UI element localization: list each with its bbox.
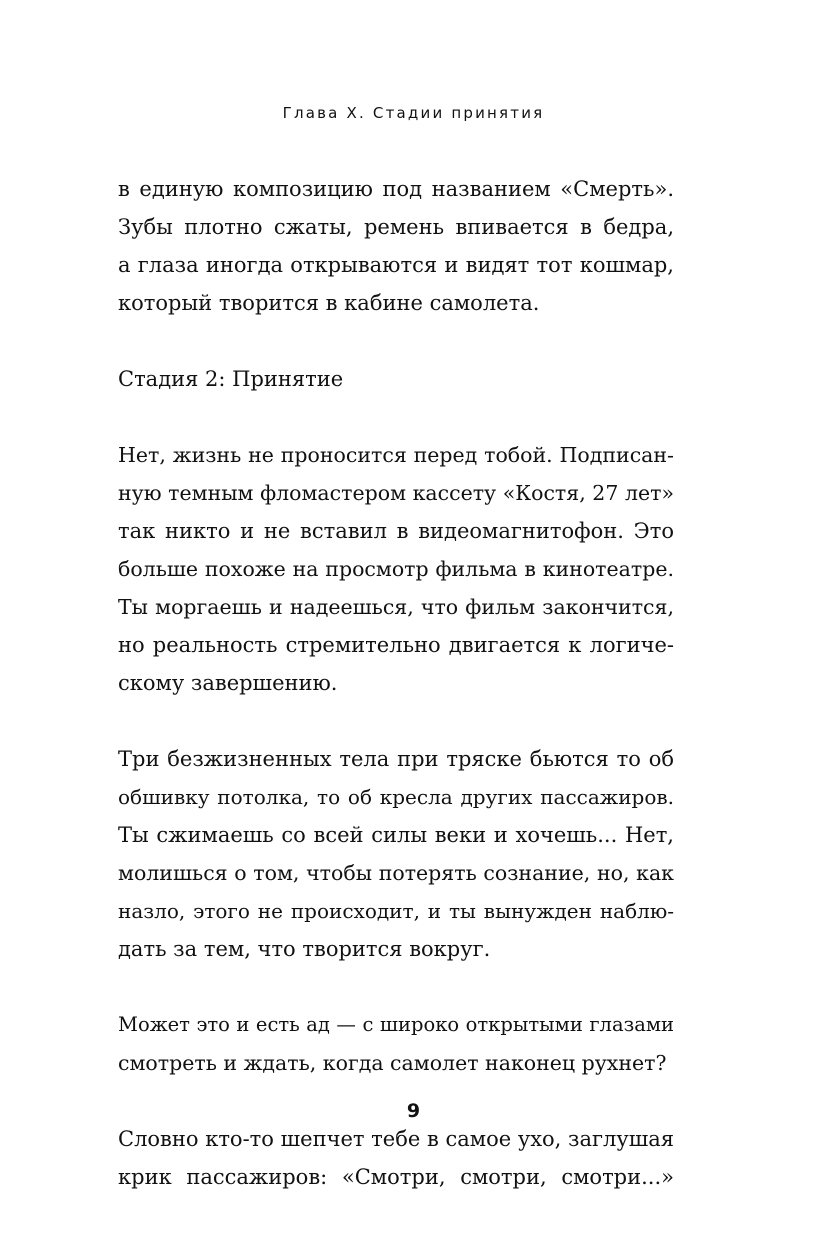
page-number: 9 (406, 1100, 421, 1122)
paragraph-3 (118, 740, 674, 968)
text-line: который творится в кабине самолета. (118, 291, 540, 315)
text-line: Словно кто-то шепчет тебе в самое ухо, заглушая (118, 1127, 674, 1151)
text-line: так никто и не вставил в видеомагнитофон. Это (118, 519, 674, 543)
section-heading-block (118, 360, 674, 398)
text-line: Ты сжимаешь со всей силы веки и хочешь... Нет, (118, 823, 674, 847)
paragraph-gap (118, 322, 674, 360)
text-line: Три безжизненных тела при тряске бьются то об (118, 747, 674, 771)
paragraph-gap (118, 968, 674, 1006)
text-line: дать за тем, что творится вокруг. (118, 937, 491, 961)
text-line: молишься о том, чтобы потерять сознание, но, как (118, 861, 674, 885)
paragraph-2 (118, 436, 674, 702)
paragraph-5 (118, 1120, 674, 1196)
text-line: но реальность стремительно двигается к логиче- (118, 633, 674, 657)
text-line: скому завершению. (118, 671, 338, 695)
section-heading: Стадия 2: Принятие (118, 367, 344, 391)
text-line: Ты моргаешь и надеешься, что фильм закончится, (118, 595, 674, 619)
text-line: Зубы плотно сжаты, ремень впивается в бедра, (118, 215, 674, 239)
text-line: крик пассажиров: «Смотри, смотри, смотри...» (118, 1165, 674, 1189)
paragraph-gap (118, 702, 674, 740)
page-body (118, 170, 674, 1196)
text-line: а глаза иногда открываются и видят тот кошмар, (118, 253, 674, 277)
text-line: смотреть и ждать, когда самолет наконец рухнет? (118, 1051, 667, 1075)
text-line: назло, этого не происходит, и ты вынужден наблю- (118, 899, 674, 923)
text-line: Может это и есть ад — с широко открытыми глазами (118, 1013, 674, 1036)
text-line: больше похоже на просмотр фильма в кинотеатре. (118, 557, 674, 581)
text-line: в единую композицию под названием «Смерть». (118, 177, 674, 201)
paragraph-gap (118, 398, 674, 436)
text-line: Нет, жизнь не проносится перед тобой. Подписан- (118, 443, 674, 467)
paragraph-4 (118, 1006, 674, 1082)
running-head: Глава X. Стадии принятия (282, 104, 545, 122)
text-line: обшивку потолка, то об кресла других пассажиров. (118, 785, 674, 809)
text-line: ную темным фломастером кассету «Костя, 27 лет» (118, 481, 674, 505)
paragraph-1 (118, 170, 674, 322)
